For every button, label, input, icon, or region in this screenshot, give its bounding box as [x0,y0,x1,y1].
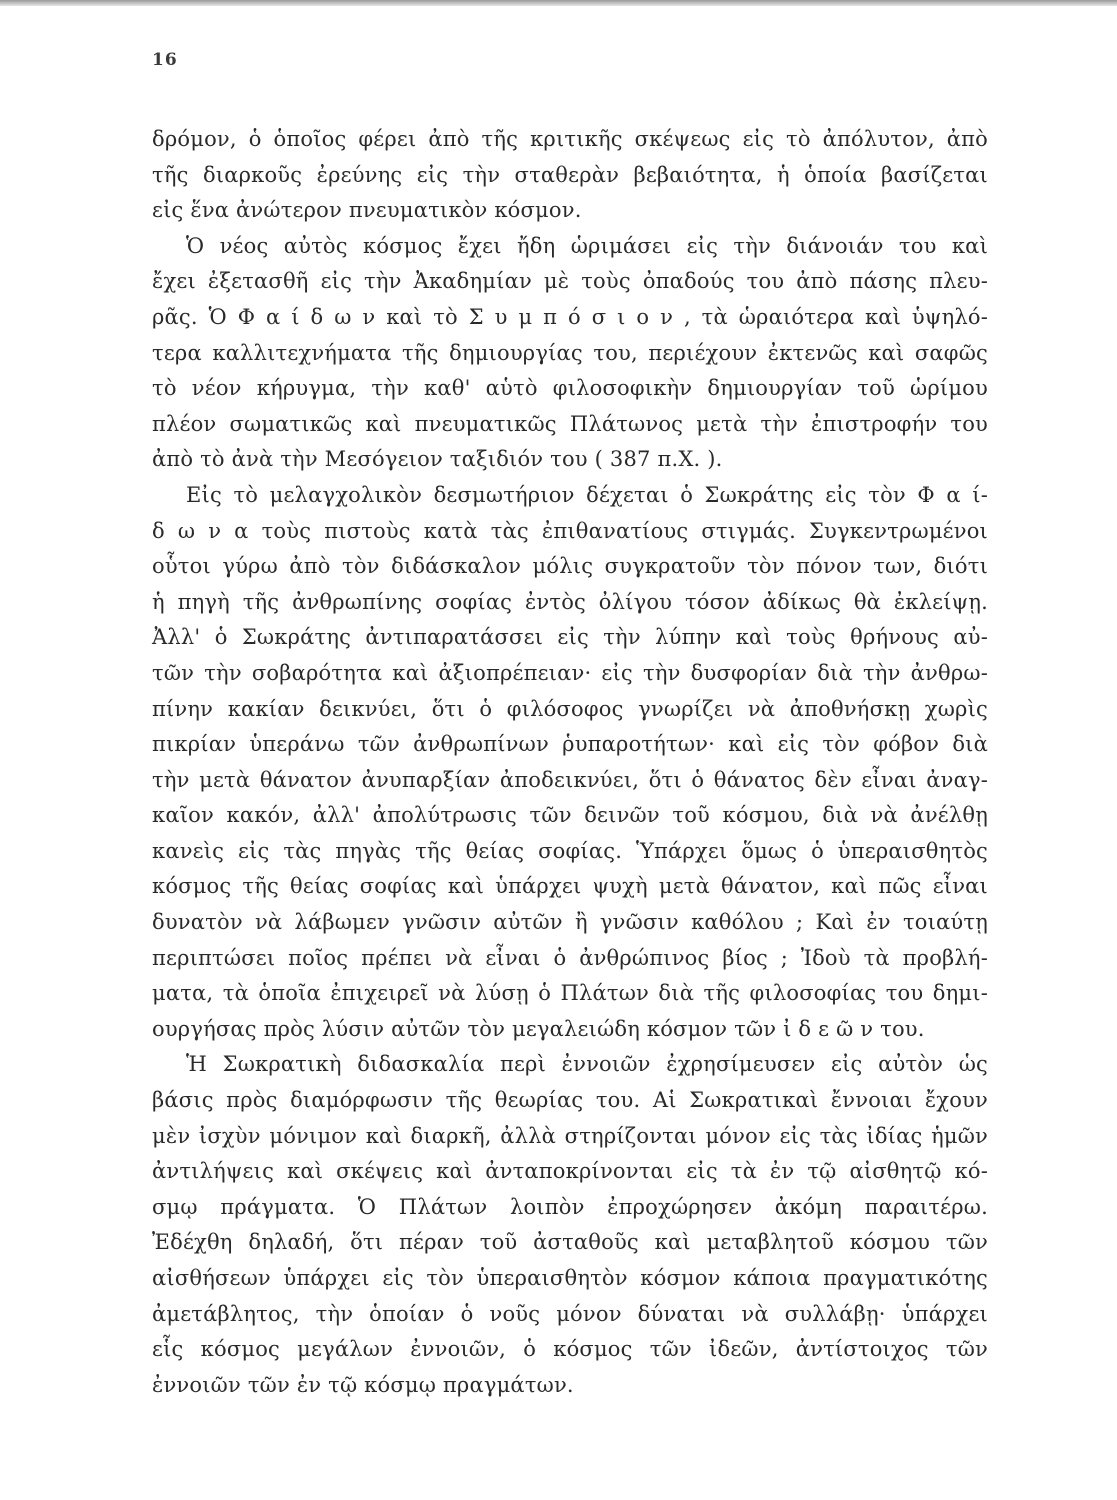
text-line: πικρίαν ὑπεράνω τῶν ἀνθρωπίνων ῥυπαροτήτων· καὶ εἰς τὸν φόβον διὰ [152,732,988,757]
text-line: Ἀλλ' ὁ Σωκράτης ἀντιπαρατάσσει εἰς τὴν λύπην καὶ τοὺς θρήνους αὐ- [152,625,988,650]
text-line: εἷς κόσμος μεγάλων ἐννοιῶν, ὁ κόσμος τῶν ἰδεῶν, ἀντίστοιχος τῶν [152,1337,988,1362]
text-line: τῶν τὴν σοβαρότητα καὶ ἀξιοπρέπειαν· εἰς τὴν δυσφορίαν διὰ τὴν ἀνθρω- [152,660,988,685]
scan-top-edge [0,0,1117,6]
text-line: τὴν μετὰ θάνατον ἀνυπαρξίαν ἀποδεικνύει, ὅτι ὁ θάνατος δὲν εἶναι ἀναγ- [152,767,988,792]
text-line: οὗτοι γύρω ἀπὸ τὸν διδάσκαλον μόλις συγκρατοῦν τὸν πόνον των, διότι [152,554,988,579]
text-line: τῆς διαρκοῦς ἐρεύνης εἰς τὴν σταθερὰν βεβαιότητα, ἡ ὁποία βασίζεται [152,162,988,187]
text-line: περιπτώσει ποῖος πρέπει νὰ εἶναι ὁ ἀνθρώπινος βίος ; Ἰδοὺ τὰ προβλή- [152,945,988,970]
text-line: πλέον σωματικῶς καὶ πνευματικῶς Πλάτωνος μετὰ τὴν ἐπιστροφήν του [152,411,988,436]
text-line: κανεὶς εἰς τὰς πηγὰς τῆς θείας σοφίας. Ὑπάρχει ὅμως ὁ ὑπεραισθητὸς [152,838,988,863]
text-line: Ὁ νέος αὐτὸς κόσμος ἔχει ἤδη ὡριμάσει εἰς τὴν διάνοιάν του καὶ [186,233,988,258]
text-line: καῖον κακόν, ἀλλ' ἀπολύτρωσις τῶν δεινῶν τοῦ κόσμου, διὰ νὰ ἀνέλθῃ [152,803,988,828]
text-line: κόσμος τῆς θείας σοφίας καὶ ὑπάρχει ψυχὴ μετὰ θάνατον, καὶ πῶς εἶναι [152,874,988,899]
text-line: Ἐδέχθη δηλαδή, ὅτι πέραν τοῦ ἀσταθοῦς καὶ μεταβλητοῦ κόσμου τῶν [152,1230,988,1255]
text-line: ἀπὸ τὸ ἀνὰ τὴν Μεσόγειον ταξιδιόν του ( 387 π.Χ. ). [152,447,723,472]
text-line: ἀμετάβλητος, τὴν ὁποίαν ὁ νοῦς μόνον δύναται νὰ συλλάβῃ· ὑπάρχει [152,1301,988,1326]
text-line: μὲν ἰσχὺν μόνιμον καὶ διαρκῆ, ἀλλὰ στηρίζονται μόνον εἰς τὰς ἰδίας ἡμῶν [152,1123,988,1148]
text-line: βάσις πρὸς διαμόρφωσιν τῆς θεωρίας του. Αἱ Σωκρατικαὶ ἔννοιαι ἔχουν [152,1088,988,1113]
text-line: σμῳ πράγματα. Ὁ Πλάτων λοιπὸν ἐπροχώρησεν ἀκόμη παραιτέρω. [152,1194,988,1219]
text-line: ἐννοιῶν τῶν ἐν τῷ κόσμῳ πραγμάτων. [152,1372,574,1397]
text-line: δρόμον, ὁ ὁποῖος φέρει ἀπὸ τῆς κριτικῆς σκέψεως εἰς τὸ ἀπόλυτον, ἀπὸ [152,127,988,151]
text-line: ρᾶς. Ὁ Φ α ί δ ω ν καὶ τὸ Σ υ μ π ό σ ι ο ν , τὰ ὡραιότερα καὶ ὑψηλό- [152,304,988,329]
text-line: Εἰς τὸ μελαγχολικὸν δεσμωτήριον δέχεται ὁ Σωκράτης εἰς τὸν Φ α ί- [186,482,988,507]
text-line: δ ω ν α τοὺς πιστοὺς κατὰ τὰς ἐπιθανατίους στιγμάς. Συγκεντρωμένοι [152,518,988,543]
text-line: ἡ πηγὴ τῆς ἀνθρωπίνης σοφίας ἐντὸς ὀλίγου τόσον ἀδίκως θὰ ἐκλείψῃ. [152,589,988,614]
text-line: τὸ νέον κήρυγμα, τὴν καθ' αὑτὸ φιλοσοφικὴν δημιουργίαν τοῦ ὡρίμου [152,376,988,401]
text-line: εἰς ἕνα ἀνώτερον πνευματικὸν κόσμον. [152,198,582,223]
page-number: 16 [152,50,178,70]
text-line: πίνην κακίαν δεικνύει, ὅτι ὁ φιλόσοφος γνωρίζει νὰ ἀποθνήσκῃ χωρὶς [152,696,988,721]
text-line: Ἡ Σωκρατικὴ διδασκαλία περὶ ἐννοιῶν ἐχρησίμευσεν εἰς αὐτὸν ὡς [186,1052,988,1077]
body-text [152,122,988,1403]
text-line: αἰσθήσεων ὑπάρχει εἰς τὸν ὑπεραισθητὸν κόσμον κάποια πραγματικότης [152,1266,988,1290]
text-line: ἀντιλήψεις καὶ σκέψεις καὶ ἀνταποκρίνονται εἰς τὰ ἐν τῷ αἰσθητῷ κό- [152,1159,988,1184]
text-line: ουργήσας πρὸς λύσιν αὐτῶν τὸν μεγαλειώδη κόσμον τῶν ἰ δ ε ῶ ν του. [152,1016,925,1041]
text-line: δυνατὸν νὰ λάβωμεν γνῶσιν αὐτῶν ἢ γνῶσιν καθόλου ; Καὶ ἐν τοιαύτῃ [152,910,988,935]
text-line: ματα, τὰ ὁποῖα ἐπιχειρεῖ νὰ λύσῃ ὁ Πλάτων διὰ τῆς φιλοσοφίας του δημι- [152,981,988,1006]
text-line: τερα καλλιτεχνήματα τῆς δημιουργίας του, περιέχουν ἐκτενῶς καὶ σαφῶς [152,340,988,365]
text-line: ἔχει ἐξετασθῆ εἰς τὴν Ἀκαδημίαν μὲ τοὺς ὀπαδούς του ἀπὸ πάσης πλευ- [152,269,988,294]
